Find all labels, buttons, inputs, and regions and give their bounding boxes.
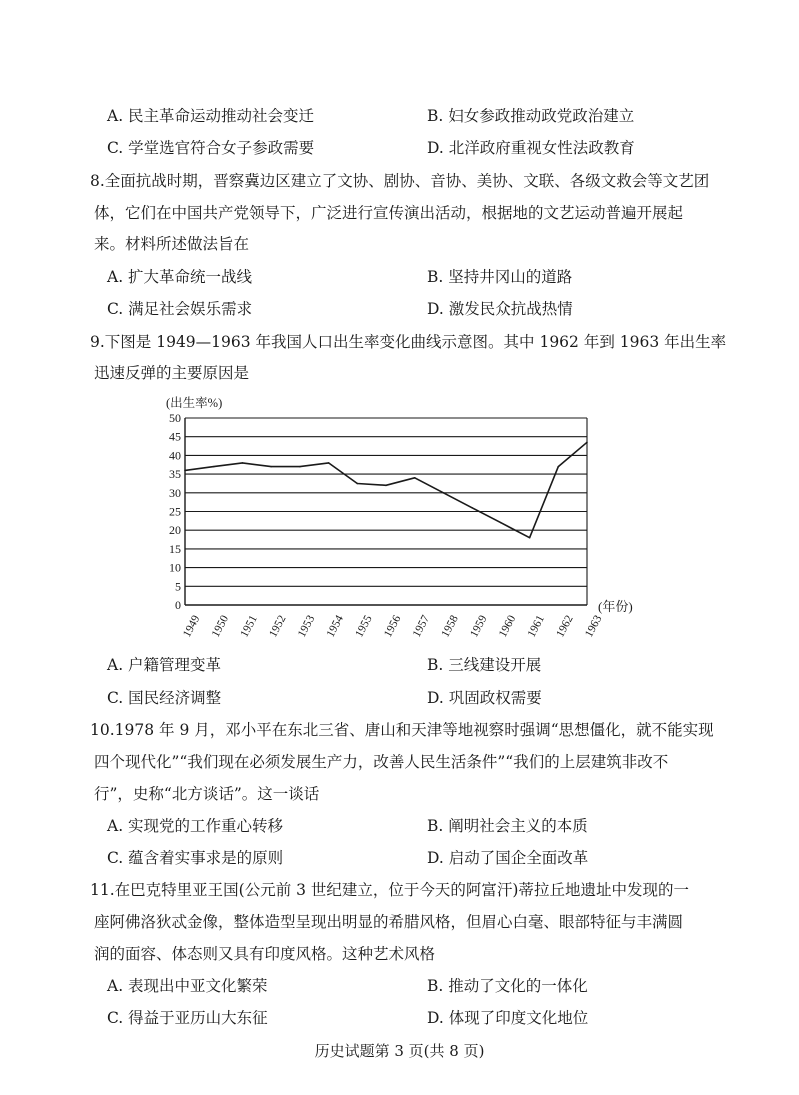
x-tick-label: 1959 xyxy=(468,613,490,640)
y-tick-label: 5 xyxy=(175,579,181,594)
y-tick-label: 0 xyxy=(175,598,181,612)
q9-stem-line-1: 9.下图是 1949—1963 年我国人口出生率变化曲线示意图。其中 1962 年到 1963 年出生率 xyxy=(90,333,727,351)
q8-option-b: B. 坚持井冈山的道路 xyxy=(427,268,573,286)
q11-stem-line-3: 润的面容、体态则又具有印度风格。这种艺术风格 xyxy=(94,945,436,963)
data-point xyxy=(385,485,387,487)
q9-option-c: C. 国民经济调整 xyxy=(107,689,222,707)
x-tick-label: 1962 xyxy=(554,613,576,640)
q10-option-a: A. 实现党的工作重心转移 xyxy=(107,817,284,835)
y-tick-label: 10 xyxy=(169,560,181,575)
q8-stem-line-1: 8.全面抗战时期，晋察冀边区建立了文协、剧协、音协、美协、文联、各级文救会等文艺团 xyxy=(90,172,710,190)
chart-x-ticks xyxy=(181,613,605,639)
data-point xyxy=(213,466,215,468)
chart-series xyxy=(184,442,588,539)
y-tick-label: 45 xyxy=(169,429,181,444)
x-tick-label: 1955 xyxy=(353,613,375,640)
q11-stem-line-2: 座阿佛洛狄忒金像，整体造型呈现出明显的希腊风格，但眉心白毫、眼部特征与丰满圆 xyxy=(94,913,684,931)
q11-option-d: D. 体现了印度文化地位 xyxy=(427,1009,589,1027)
page-footer: 历史试题第 3 页(共 8 页) xyxy=(314,1042,485,1060)
q10-option-c: C. 蕴含着实事求是的原则 xyxy=(107,849,284,867)
x-tick-label: 1960 xyxy=(496,613,519,640)
q9-option-d: D. 巩固政权需要 xyxy=(427,689,542,707)
data-point xyxy=(242,462,244,464)
q11-option-c: C. 得益于亚历山大东征 xyxy=(107,1009,268,1027)
data-point xyxy=(471,507,473,509)
data-point xyxy=(356,483,358,485)
y-tick-label: 50 xyxy=(169,411,181,425)
data-point xyxy=(414,477,416,479)
q7-option-a: A. 民主革命运动推动社会变迁 xyxy=(107,107,315,125)
x-tick-label: 1957 xyxy=(410,613,433,640)
q9-option-b: B. 三线建设开展 xyxy=(427,656,542,674)
x-tick-label: 1950 xyxy=(209,613,232,640)
x-tick-label: 1956 xyxy=(382,613,404,640)
q11-option-a: A. 表现出中亚文化繁荣 xyxy=(107,977,268,995)
data-point xyxy=(270,466,272,468)
x-tick-label: 1954 xyxy=(324,613,347,640)
q8-stem-line-3: 来。材料所述做法旨在 xyxy=(94,235,250,253)
q8-stem-line-2: 体，它们在中国共产党领导下，广泛进行宣传演出活动，根据地的文艺运动普遍开展起 xyxy=(94,204,684,222)
y-tick-label: 35 xyxy=(169,467,181,482)
q7-option-b: B. 妇女参政推动政党政治建立 xyxy=(427,107,635,125)
y-tick-label: 15 xyxy=(169,541,181,556)
series-line xyxy=(185,442,587,537)
y-tick-label: 30 xyxy=(169,485,181,500)
x-tick-label: 1952 xyxy=(267,613,289,640)
data-point xyxy=(184,470,186,472)
x-tick-label: 1961 xyxy=(525,613,548,640)
x-tick-label: 1949 xyxy=(181,613,203,640)
q10-option-b: B. 阐明社会主义的本质 xyxy=(427,817,588,835)
data-point xyxy=(443,492,445,494)
chart-x-axis-label: (年份) xyxy=(598,599,633,614)
x-tick-label: 1958 xyxy=(439,613,461,640)
chart-grid xyxy=(185,418,587,605)
data-point xyxy=(529,537,531,539)
y-tick-label: 40 xyxy=(169,448,181,463)
q8-option-d: D. 激发民众抗战热情 xyxy=(427,300,573,318)
q10-stem-line-1: 10.1978 年 9 月，邓小平在东北三省、唐山和天津等地视察时强调“思想僵化，就不能实现 xyxy=(90,721,714,739)
data-point xyxy=(299,466,301,468)
y-tick-label: 20 xyxy=(169,523,181,538)
q11-option-b: B. 推动了文化的一体化 xyxy=(427,977,588,995)
x-tick-label: 1951 xyxy=(238,613,260,640)
chart-y-ticks xyxy=(169,411,181,612)
data-point xyxy=(557,466,559,468)
q8-option-c: C. 满足社会娱乐需求 xyxy=(107,300,253,318)
x-tick-label: 1963 xyxy=(583,613,605,640)
q10-stem-line-3: 行”，史称“北方谈话”。这一谈话 xyxy=(94,785,320,803)
data-point xyxy=(328,462,330,464)
q7-option-c: C. 学堂选官符合女子参政需要 xyxy=(107,139,315,157)
q10-stem-line-2: 四个现代化”“我们现在必须发展生产力，改善人民生活条件”“我们的上层建筑非改不 xyxy=(94,753,669,771)
chart-y-axis-label: (出生率%) xyxy=(166,396,223,410)
birth-rate-chart xyxy=(150,390,640,650)
q11-stem-line-1: 11.在巴克特里亚王国(公元前 3 世纪建立，位于今天的阿富汗)蒂拉丘地遗址中发现的一 xyxy=(90,881,689,899)
q7-option-d: D. 北洋政府重视女性法政教育 xyxy=(427,139,635,157)
q9-stem-line-2: 迅速反弹的主要原因是 xyxy=(94,364,250,382)
q8-option-a: A. 扩大革命统一战线 xyxy=(107,268,253,286)
data-point xyxy=(500,522,502,524)
data-point xyxy=(586,442,588,444)
y-tick-label: 25 xyxy=(169,504,181,519)
x-tick-label: 1953 xyxy=(295,613,318,640)
q10-option-d: D. 启动了国企全面改革 xyxy=(427,849,589,867)
q9-option-a: A. 户籍管理变革 xyxy=(107,656,222,674)
